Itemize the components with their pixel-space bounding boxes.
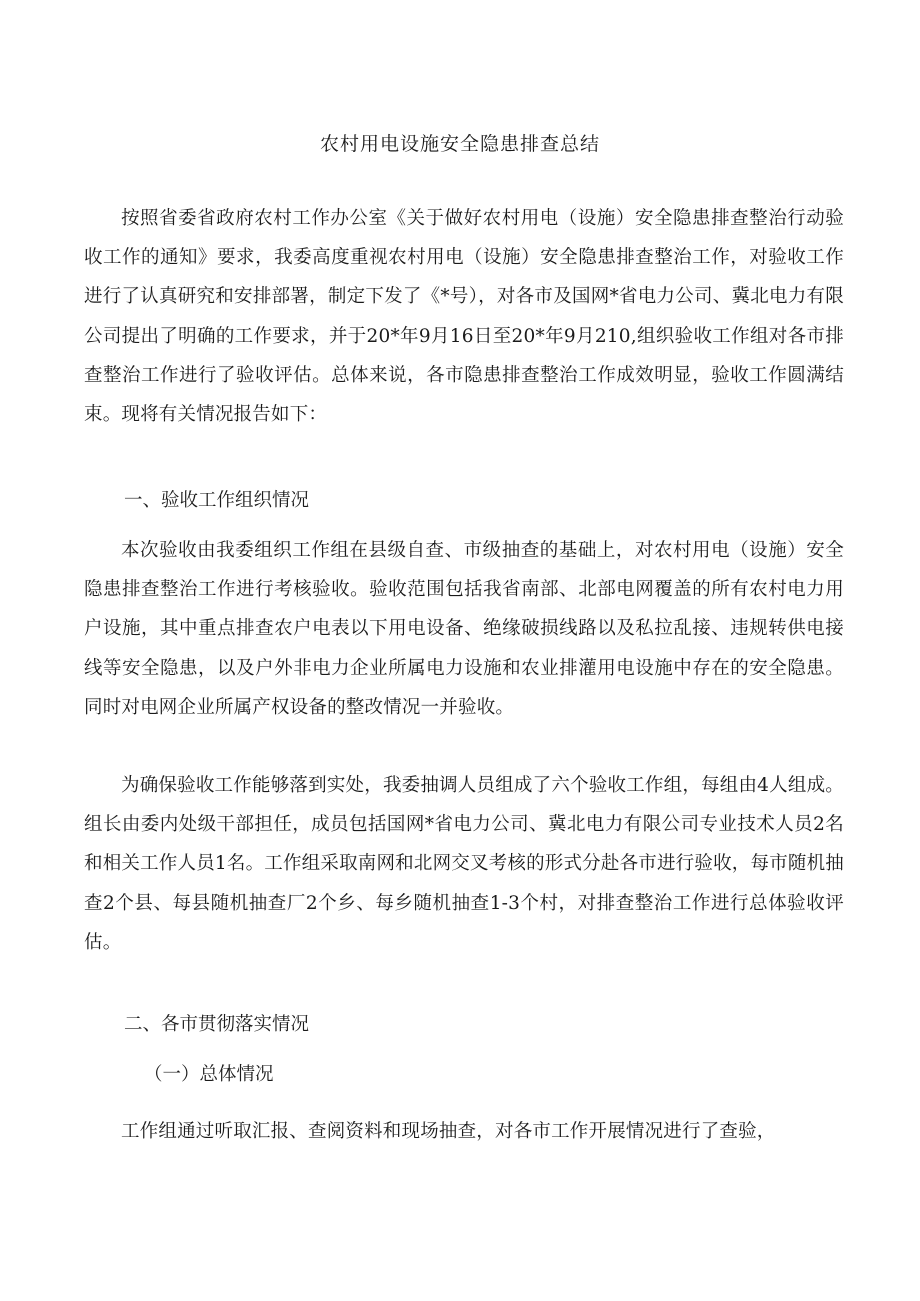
document-title: 农村用电设施安全隐患排查总结 [319,133,600,155]
section-heading-1: 一、验收工作组织情况 [124,490,310,511]
paragraph-intro: 按照省委省政府农村工作办公室《关于做好农村用电（设施）安全隐患排查整治行动验收工作的通知》要求，我委高度重视农村用电（设施）安全隐患排查整治工作，对验收工作进行了认真研究和安排部署，制定下发了《*号），对各市及国网*省电力公司、冀北电力有限公司提出了明确的工作要求，并于20*年9月16日至20*年9月210,组织验收工作组对各市排查整治工作进行了验收评估。总体来说，各市隐患排查整治工作成效明显，验收工作圆满结束。现将有关情况报告如下： [84,208,844,426]
section-heading-2: 二、各市贯彻落实情况 [124,1014,310,1035]
paragraph-overview: 工作组通过听取汇报、查阅资料和现场抽查，对各市工作开展情况进行了查验， [121,1121,776,1142]
subsection-heading-1: （一）总体情况 [144,1064,274,1085]
paragraph-teams: 为确保验收工作能够落到实处，我委抽调人员组成了六个验收工作组，每组由4人组成。组长由委内处级干部担任，成员包括国网*省电力公司、冀北电力有限公司专业技术人员2名和相关工作人员1名。工作组采取南网和北网交叉考核的形式分赴各市进行验收，每市随机抽查2个县、每县随机抽查厂2个乡、每乡随机抽查1-3个村，对排查整治工作进行总体验收评估。 [84,775,844,953]
paragraph-scope: 本次验收由我委组织工作组在县级自查、市级抽查的基础上，对农村用电（设施）安全隐患排查整治工作进行考核验收。验收范围包括我省南部、北部电网覆盖的所有农村电力用户设施，其中重点排查农户电表以下用电设备、绝缘破损线路以及私拉乱接、违规转供电接线等安全隐患，以及户外非电力企业所属电力设施和农业排灌用电设施中存在的安全隐患。同时对电网企业所属产权设备的整改情况一并验收。 [84,540,844,718]
